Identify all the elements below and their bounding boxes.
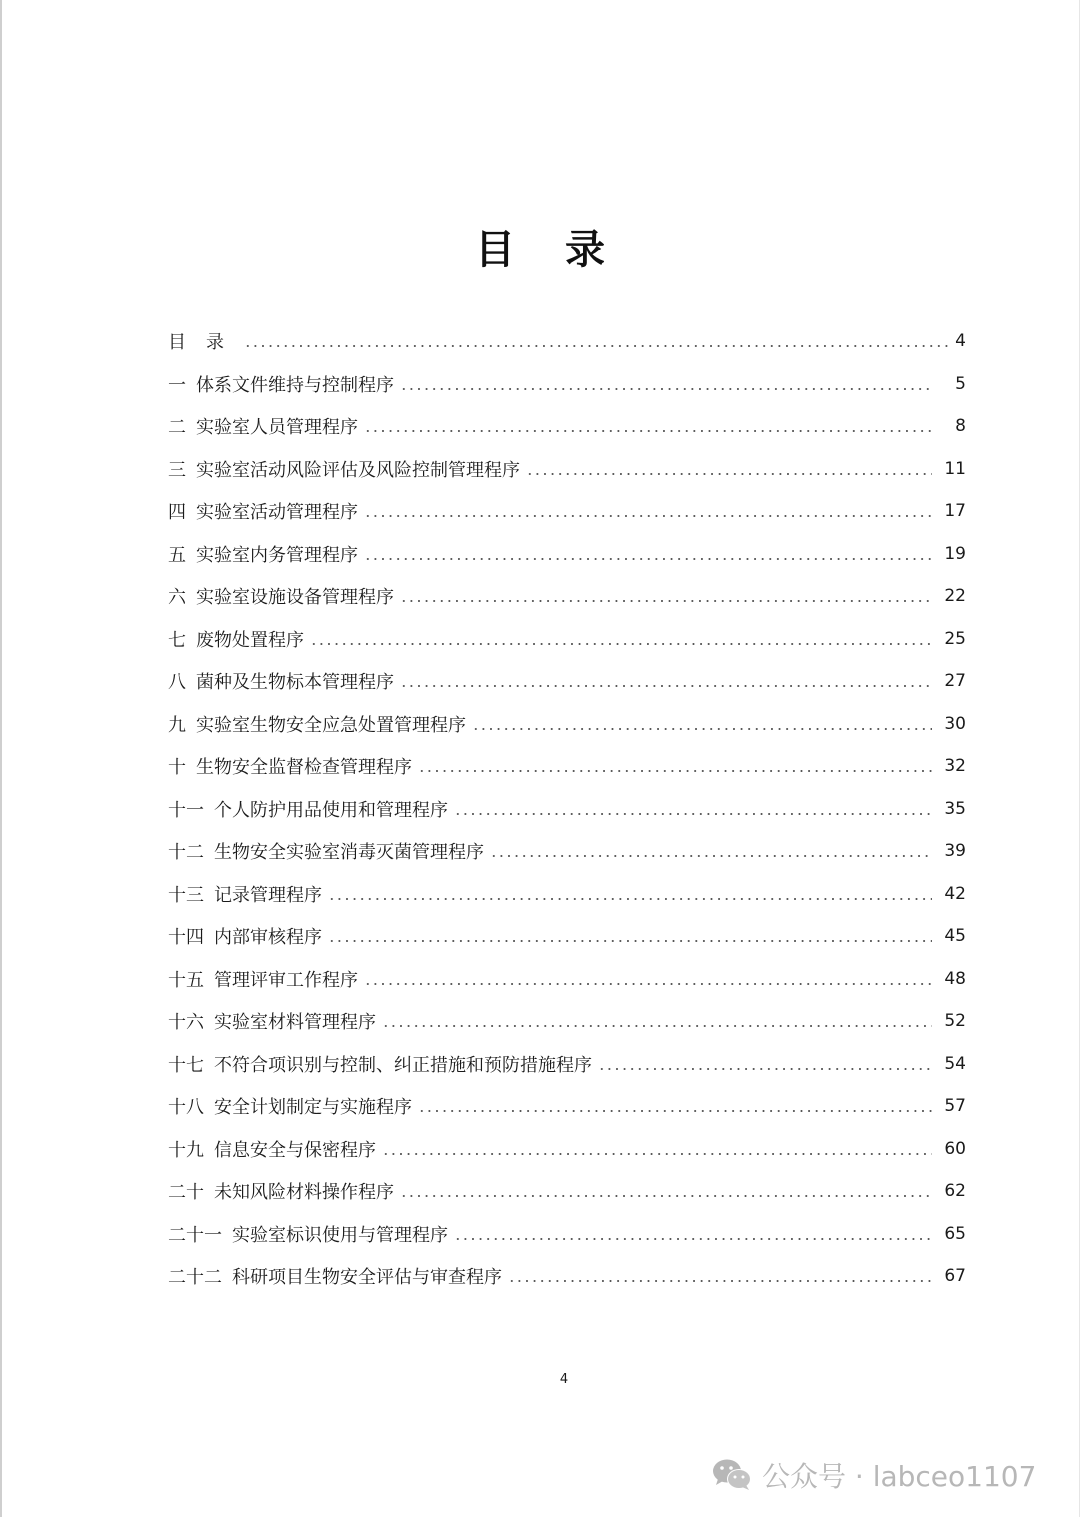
toc-leader-dots	[364, 983, 932, 985]
toc-entry[interactable]	[168, 1128, 966, 1170]
toc-entry-page: 4	[955, 331, 966, 351]
toc-entry-number: 七	[168, 629, 186, 651]
toc-entry-label	[168, 456, 526, 482]
toc-entry-title: 信息安全与保密程序	[214, 1139, 376, 1161]
toc-entry[interactable]	[168, 618, 966, 660]
toc-leader-dots	[418, 1110, 932, 1112]
toc-entry-number: 十九	[168, 1139, 204, 1161]
toc-entry-number: 五	[168, 544, 186, 566]
toc-entry-label	[168, 498, 364, 524]
toc-entry-label	[168, 1136, 382, 1162]
toc-entry-page: 19	[944, 543, 966, 564]
toc-entry-label	[168, 1051, 598, 1077]
toc-entry[interactable]	[168, 830, 966, 872]
toc-entry-label	[168, 541, 364, 567]
toc-entry-title: 实验室设施设备管理程序	[196, 587, 394, 608]
toc-entry-label	[168, 1221, 454, 1247]
toc-entry[interactable]	[168, 745, 966, 787]
toc-entry-title: 管理评审工作程序	[214, 969, 358, 991]
toc-entry-page: 39	[944, 841, 966, 861]
toc-leader-dots	[400, 685, 932, 687]
toc-entry-title: 科研项目生物安全评估与审查程序	[232, 1267, 502, 1288]
toc-entry-page: 42	[944, 883, 966, 904]
toc-entry[interactable]	[168, 448, 966, 490]
toc-entry-label	[168, 328, 230, 354]
toc-entry-label	[168, 796, 454, 822]
toc-entry-title: 废物处置程序	[196, 629, 304, 651]
toc-entry-title: 实验室活动风险评估及风险控制管理程序	[196, 459, 520, 481]
toc-entry-page: 60	[944, 1138, 966, 1159]
toc-entry-number: 一	[168, 374, 186, 396]
toc-entry-title: 体系文件维持与控制程序	[196, 374, 394, 396]
toc-entry-label	[168, 1178, 400, 1204]
toc-entry-title: 录	[206, 332, 224, 353]
toc-entry[interactable]	[168, 1000, 966, 1042]
toc-leader-dots	[418, 770, 932, 772]
toc-entry-label	[168, 838, 490, 864]
toc-leader-dots	[400, 388, 932, 390]
toc-entry-number: 四	[168, 502, 186, 523]
toc-entry[interactable]	[168, 1170, 966, 1212]
toc-entry-number: 三	[168, 459, 186, 481]
toc-entry-page: 22	[944, 586, 966, 606]
toc-entry-number: 二十	[168, 1182, 204, 1203]
toc-entry-label	[168, 711, 472, 737]
toc-leader-dots	[382, 1153, 932, 1155]
toc-entry[interactable]	[168, 1043, 966, 1085]
toc-entry[interactable]	[168, 1213, 966, 1255]
toc-entry-number: 目	[168, 332, 186, 353]
toc-entry-page: 5	[955, 373, 966, 394]
toc-entry-label	[168, 413, 364, 439]
toc-entry[interactable]	[168, 490, 966, 532]
wechat-icon	[712, 1458, 752, 1492]
toc-entry-page: 25	[944, 628, 966, 649]
toc-entry-page: 35	[944, 798, 966, 819]
toc-entry-number: 十七	[168, 1054, 204, 1076]
toc-entry-title: 实验室生物安全应急处置管理程序	[196, 714, 466, 736]
toc-entry-label	[168, 626, 310, 652]
toc-entry-title: 实验室活动管理程序	[196, 502, 358, 523]
page-title: 目 录	[475, 227, 623, 273]
toc-leader-dots	[400, 600, 932, 602]
toc-entry-number: 十五	[168, 969, 204, 991]
toc-entry-page: 62	[944, 1181, 966, 1201]
toc-entry[interactable]	[168, 958, 966, 1000]
toc-entry-label	[168, 668, 400, 694]
toc-entry-number: 二	[168, 417, 186, 438]
toc-leader-dots	[382, 1025, 932, 1027]
toc-entry-page: 45	[944, 926, 966, 946]
toc-entry-number: 十四	[168, 927, 204, 948]
toc-leader-dots	[328, 898, 932, 900]
toc-entry-label	[168, 583, 400, 609]
toc-entry-page: 67	[944, 1266, 966, 1286]
toc-entry-number: 二十二	[168, 1267, 222, 1288]
toc-entry[interactable]	[168, 915, 966, 957]
toc-entry-number: 十一	[168, 799, 204, 821]
watermark	[712, 1455, 1036, 1495]
toc-leader-dots	[508, 1280, 932, 1282]
toc-entry-page: 27	[944, 671, 966, 691]
toc-leader-dots	[526, 473, 932, 475]
toc-entry-page: 30	[944, 713, 966, 734]
toc-entry-page: 11	[944, 458, 966, 479]
toc-entry[interactable]	[168, 405, 966, 447]
toc-entry-number: 十八	[168, 1097, 204, 1118]
toc-entry-title: 个人防护用品使用和管理程序	[214, 799, 448, 821]
toc-entry-label	[168, 966, 364, 992]
toc-entry-number: 十二	[168, 842, 204, 863]
toc-entry-title: 记录管理程序	[214, 884, 322, 906]
toc-entry-title: 生物安全监督检查管理程序	[196, 757, 412, 778]
toc-entry-label	[168, 371, 400, 397]
toc-entry[interactable]	[168, 660, 966, 702]
toc-entry-title: 实验室人员管理程序	[196, 417, 358, 438]
toc-entry-label	[168, 881, 328, 907]
toc-entry[interactable]	[168, 703, 966, 745]
toc-entry[interactable]	[168, 1085, 966, 1127]
toc-entry-title: 未知风险材料操作程序	[214, 1182, 394, 1203]
watermark-text: 公众号 · labceo1107	[762, 1460, 1037, 1493]
toc-leader-dots	[490, 855, 932, 857]
toc-leader-dots	[364, 515, 932, 517]
toc-entry-label	[168, 923, 328, 949]
toc-entry-number: 八	[168, 672, 186, 693]
toc-entry-label	[168, 1263, 508, 1289]
toc-entry[interactable]	[168, 788, 966, 830]
toc-entry-page: 54	[944, 1053, 966, 1074]
toc-entry-title: 实验室标识使用与管理程序	[232, 1224, 448, 1246]
toc-entry[interactable]	[168, 873, 966, 915]
toc-leader-dots	[400, 1195, 932, 1197]
toc-entry[interactable]	[168, 1255, 966, 1297]
toc-entry-page: 48	[944, 968, 966, 989]
toc-entry-page: 65	[944, 1223, 966, 1244]
toc-entry[interactable]	[168, 533, 966, 575]
toc-leader-dots	[328, 940, 932, 942]
toc-entry-label	[168, 753, 418, 779]
toc-entry-page: 8	[955, 416, 966, 436]
toc-leader-dots	[244, 345, 952, 347]
toc-entry-number: 十三	[168, 884, 204, 906]
toc-leader-dots	[472, 728, 932, 730]
toc-entry-number: 六	[168, 587, 186, 608]
toc-entry-page: 52	[944, 1011, 966, 1031]
toc-entry-title: 安全计划制定与实施程序	[214, 1097, 412, 1118]
toc-leader-dots	[454, 813, 932, 815]
toc-leader-dots	[454, 1238, 932, 1240]
toc-entry-title: 菌种及生物标本管理程序	[196, 672, 394, 693]
toc-entry-label	[168, 1093, 418, 1119]
toc-leader-dots	[364, 558, 932, 560]
toc-entry-number: 九	[168, 714, 186, 736]
toc-entry[interactable]	[168, 575, 966, 617]
page-number: 4	[559, 1372, 569, 1387]
toc-entry-page: 32	[944, 756, 966, 776]
toc-entry-page: 57	[944, 1096, 966, 1116]
toc-entry[interactable]	[168, 320, 966, 362]
toc-entry-title: 实验室材料管理程序	[214, 1012, 376, 1033]
toc-entry-title: 不符合项识别与控制、纠正措施和预防措施程序	[214, 1054, 592, 1076]
toc-entry[interactable]	[168, 363, 966, 405]
toc-leader-dots	[310, 643, 932, 645]
toc-entry-number: 十	[168, 757, 186, 778]
toc-leader-dots	[598, 1068, 932, 1070]
toc-leader-dots	[364, 430, 932, 432]
toc-entry-label	[168, 1008, 382, 1034]
toc-entry-title: 内部审核程序	[214, 927, 322, 948]
toc-entry-title: 实验室内务管理程序	[196, 544, 358, 566]
toc-entry-page: 17	[944, 501, 966, 521]
toc-entry-number: 二十一	[168, 1224, 222, 1246]
toc-entry-title: 生物安全实验室消毒灭菌管理程序	[214, 842, 484, 863]
toc-entry-number: 十六	[168, 1012, 204, 1033]
